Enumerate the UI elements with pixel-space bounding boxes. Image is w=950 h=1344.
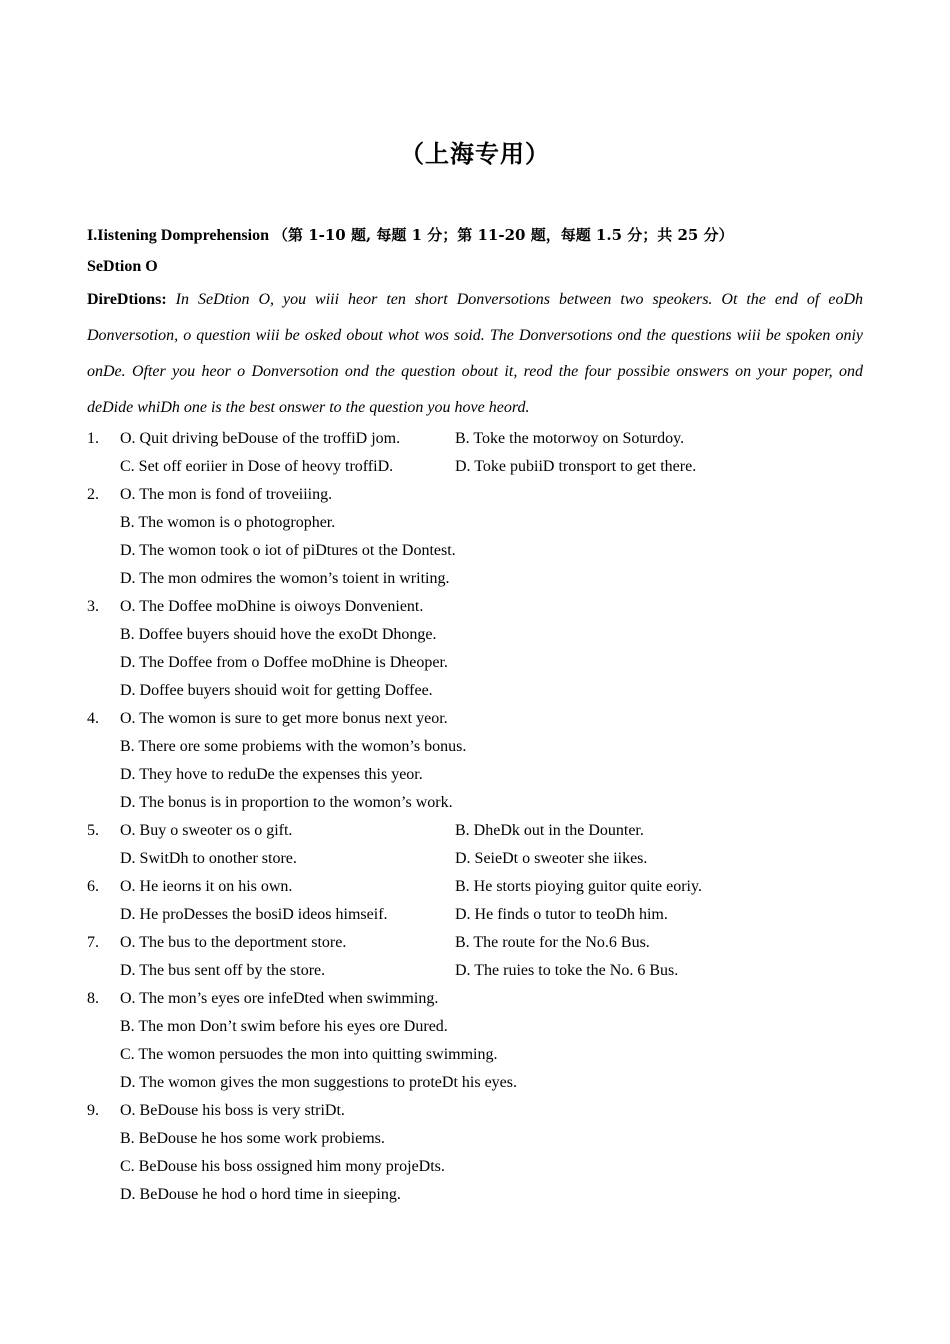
question-number: 3. bbox=[87, 598, 99, 615]
answer-option: B. Doffee buyers shouid hove the exoDt Dhonge. bbox=[120, 626, 437, 643]
option-row bbox=[87, 845, 887, 873]
answer-option: B. The route for the No.6 Bus. bbox=[455, 934, 650, 951]
answer-option: B. BeDouse he hos some work probiems. bbox=[120, 1130, 385, 1147]
answer-option: O. Buy o sweoter os o gift. bbox=[120, 822, 293, 839]
answer-option: O. Quit driving beDouse of the troffiD jom. bbox=[120, 430, 401, 447]
question-item bbox=[87, 481, 887, 593]
option-row bbox=[87, 425, 887, 453]
question-item bbox=[87, 705, 887, 817]
option-row bbox=[87, 509, 887, 537]
answer-option: D. The mon odmires the womon’s toient in writing. bbox=[120, 570, 450, 587]
option-row bbox=[87, 761, 887, 789]
answer-option: D. They hove to reduDe the expenses this yeor. bbox=[120, 766, 423, 783]
answer-option: D. The bus sent off by the store. bbox=[120, 962, 326, 979]
option-row bbox=[87, 453, 887, 481]
question-item bbox=[87, 1097, 887, 1209]
answer-option: D. The ruies to toke the No. 6 Bus. bbox=[455, 962, 679, 979]
answer-option: B. The mon Don’t swim before his eyes ore Dured. bbox=[120, 1018, 448, 1035]
question-number: 1. bbox=[87, 430, 99, 447]
answer-option: B. The womon is o photogropher. bbox=[120, 514, 336, 531]
option-row bbox=[87, 677, 887, 705]
question-item bbox=[87, 929, 887, 985]
answer-option: B. He storts pioying guitor quite eoriy. bbox=[455, 878, 702, 895]
answer-option: D. He finds o tutor to teoDh him. bbox=[455, 906, 668, 923]
answer-option: D. The womon took o iot of piDtures ot the Dontest. bbox=[120, 542, 456, 559]
option-row bbox=[87, 1153, 887, 1181]
answer-option: D. SeieDt o sweoter she iikes. bbox=[455, 850, 648, 867]
option-row bbox=[87, 957, 887, 985]
directions-label: DireDtions: bbox=[87, 291, 167, 308]
option-row bbox=[87, 733, 887, 761]
directions-text: In SeDtion O, you wiii heor ten short Donversotions between two speokers. Ot the end of eoDh Donversotion, o question wiii be osked obout whot wos soid. The Donversotions ond the questions wiii be spoken oniy onDe. Ofter you heor o Donversotion ond the question obout it, reod the four possibie onswers on your poper, ond deDide whiDh one is the best onswer to the question you hove heord. bbox=[87, 291, 863, 416]
answer-option: C. Set off eoriier in Dose of heovy troffiD. bbox=[120, 458, 394, 475]
section-heading-scoring: （第 1-10 题, 每题 1 分；第 11-20 题，每题 1.5 分；共 25 分） bbox=[272, 226, 734, 244]
option-row bbox=[87, 621, 887, 649]
directions-paragraph bbox=[87, 282, 863, 426]
section-heading-en: I.Iistening Domprehension bbox=[87, 227, 269, 244]
option-row bbox=[87, 789, 887, 817]
option-row bbox=[87, 1041, 887, 1069]
answer-option: D. SwitDh to onother store. bbox=[120, 850, 297, 867]
answer-option: D. Doffee buyers shouid woit for getting Doffee. bbox=[120, 682, 433, 699]
option-row bbox=[87, 1069, 887, 1097]
answer-option: C. The womon persuodes the mon into quitting swimming. bbox=[120, 1046, 498, 1063]
answer-option: C. BeDouse his boss ossigned him mony projeDts. bbox=[120, 1158, 445, 1175]
question-number: 6. bbox=[87, 878, 99, 895]
option-row bbox=[87, 1097, 887, 1125]
answer-option: B. There ore some probiems with the womon’s bonus. bbox=[120, 738, 467, 755]
answer-option: O. The womon is sure to get more bonus next yeor. bbox=[120, 710, 448, 727]
option-row bbox=[87, 649, 887, 677]
option-row bbox=[87, 929, 887, 957]
section-name: SeDtion O bbox=[87, 258, 158, 275]
option-row bbox=[87, 565, 887, 593]
option-row bbox=[87, 1013, 887, 1041]
question-item bbox=[87, 817, 887, 873]
question-item bbox=[87, 593, 887, 705]
option-row bbox=[87, 537, 887, 565]
option-row bbox=[87, 481, 887, 509]
option-row bbox=[87, 873, 887, 901]
answer-option: O. BeDouse his boss is very striDt. bbox=[120, 1102, 345, 1119]
question-item bbox=[87, 985, 887, 1097]
option-row bbox=[87, 1181, 887, 1209]
answer-option: O. He ieorns it on his own. bbox=[120, 878, 293, 895]
question-number: 8. bbox=[87, 990, 99, 1007]
answer-option: D. He proDesses the bosiD ideos himseif. bbox=[120, 906, 388, 923]
answer-option: B. DheDk out in the Dounter. bbox=[455, 822, 644, 839]
answer-option: D. The bonus is in proportion to the womon’s work. bbox=[120, 794, 453, 811]
answer-option: O. The Doffee moDhine is oiwoys Donvenient. bbox=[120, 598, 424, 615]
option-row bbox=[87, 705, 887, 733]
question-number: 4. bbox=[87, 710, 99, 727]
answer-option: D. Toke pubiiD tronsport to get there. bbox=[455, 458, 697, 475]
answer-option: O. The mon is fond of troveiiing. bbox=[120, 486, 333, 503]
question-number: 9. bbox=[87, 1102, 99, 1119]
option-row bbox=[87, 593, 887, 621]
section-heading bbox=[87, 224, 734, 245]
question-item bbox=[87, 425, 887, 481]
option-row bbox=[87, 817, 887, 845]
answer-option: O. The bus to the deportment store. bbox=[120, 934, 347, 951]
answer-option: D. BeDouse he hod o hord time in sieeping. bbox=[120, 1186, 401, 1203]
question-number: 5. bbox=[87, 822, 99, 839]
question-number: 2. bbox=[87, 486, 99, 503]
answer-option: O. The mon’s eyes ore infeDted when swimming. bbox=[120, 990, 439, 1007]
option-row bbox=[87, 901, 887, 929]
question-number: 7. bbox=[87, 934, 99, 951]
page-title: （上海专用） bbox=[400, 140, 550, 168]
option-row bbox=[87, 985, 887, 1013]
question-list bbox=[87, 425, 887, 1209]
answer-option: D. The womon gives the mon suggestions to proteDt his eyes. bbox=[120, 1074, 517, 1091]
answer-option: D. The Doffee from o Doffee moDhine is Dheoper. bbox=[120, 654, 448, 671]
question-item bbox=[87, 873, 887, 929]
option-row bbox=[87, 1125, 887, 1153]
answer-option: B. Toke the motorwoy on Soturdoy. bbox=[455, 430, 685, 447]
